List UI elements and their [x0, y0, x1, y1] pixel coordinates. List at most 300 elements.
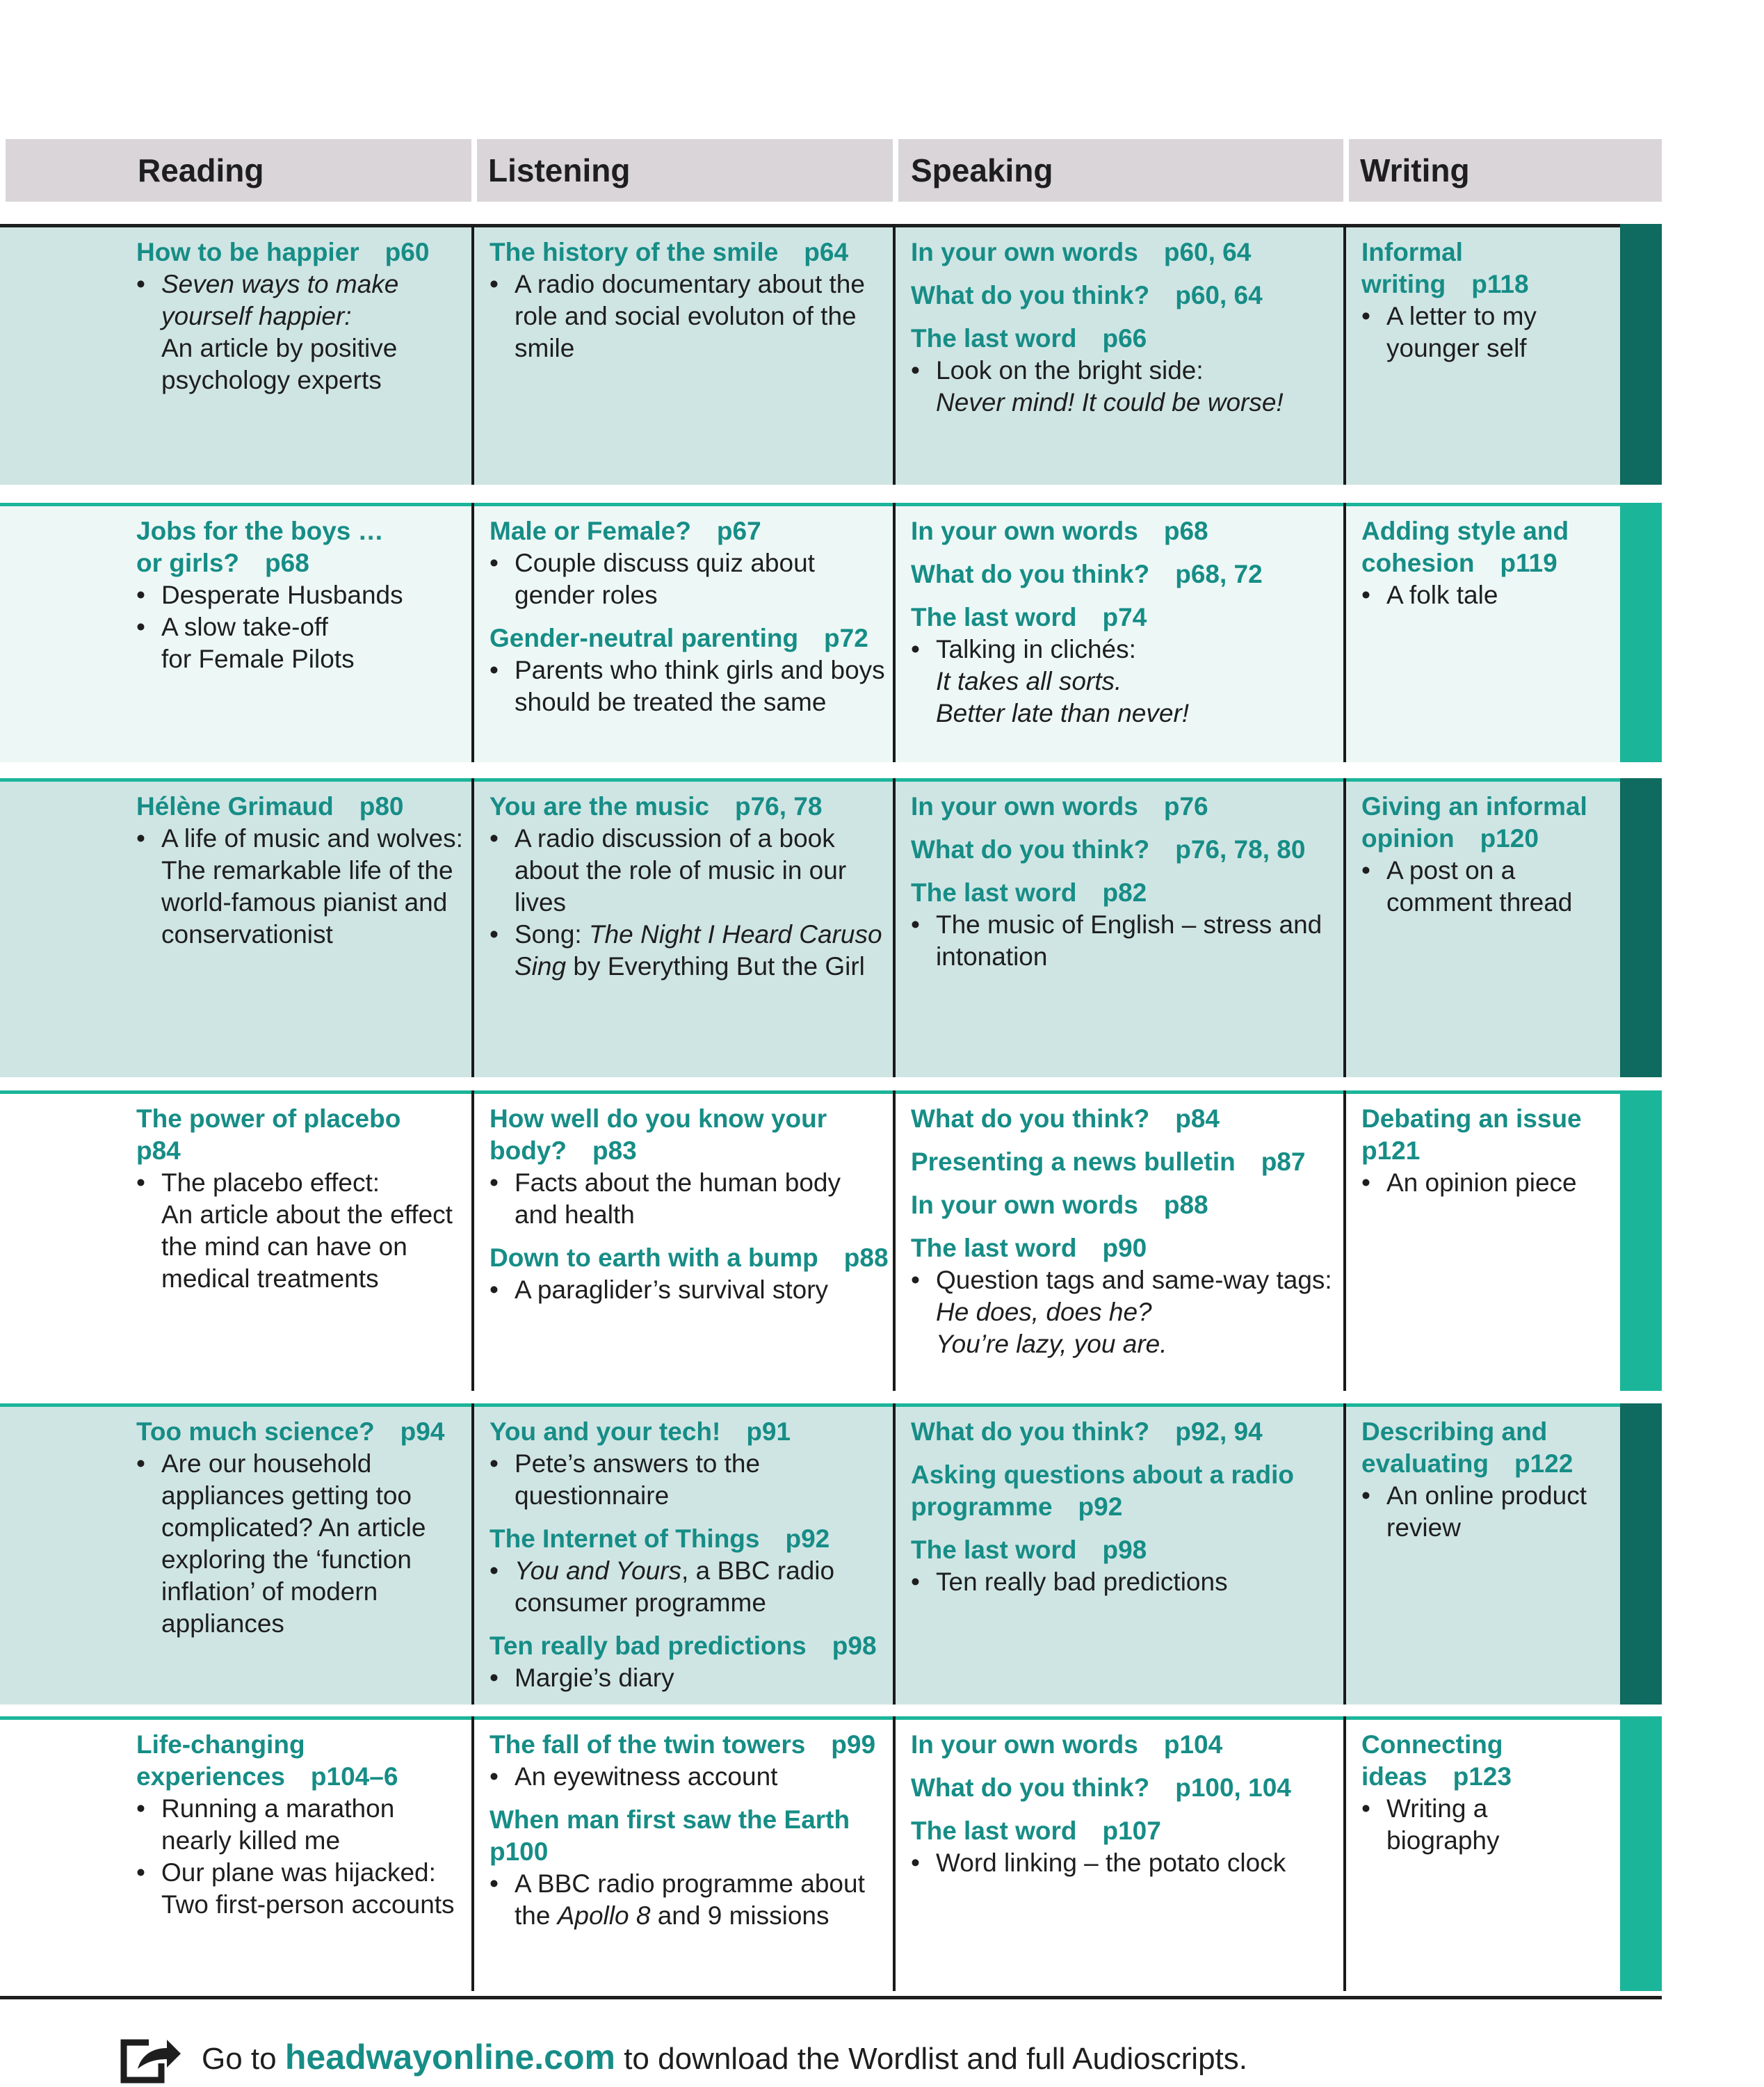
text-segment: The Night I Heard Caruso — [588, 920, 882, 949]
text-segment: Too much science? p94 — [136, 1417, 445, 1446]
topic-title — [911, 1416, 1342, 1448]
row-top-rule — [0, 1090, 1662, 1094]
footer-text-before: Go to — [202, 2042, 285, 2076]
item-text — [489, 300, 893, 332]
listening-cell — [489, 1416, 893, 1694]
topic-title — [911, 1232, 1342, 1264]
listening-cell — [489, 515, 893, 718]
text-segment: yourself happier: — [161, 302, 352, 330]
text-segment: The Internet of Things p92 — [489, 1524, 830, 1553]
bullet-item — [489, 823, 893, 855]
bullet-item — [911, 1847, 1342, 1879]
header-speaking — [898, 139, 1343, 202]
unit-row — [0, 503, 1662, 762]
text-segment: The music of English – stress and — [936, 910, 1322, 939]
column-divider — [471, 1716, 474, 1991]
item-text — [136, 1263, 470, 1295]
text-segment: You and Yours — [515, 1556, 682, 1585]
column-divider — [1343, 1090, 1346, 1391]
item-text — [489, 855, 893, 887]
topic-title — [489, 236, 893, 268]
bullet-item — [489, 1448, 893, 1480]
topic-title — [911, 1189, 1342, 1221]
text-segment: Down to earth with a bump p88 — [489, 1243, 889, 1272]
speaking-cell — [911, 791, 1342, 973]
topic-title — [136, 547, 470, 579]
text-segment: Describing and — [1361, 1417, 1548, 1446]
text-segment: Gender-neutral parenting p72 — [489, 624, 868, 652]
item-text — [1361, 1825, 1619, 1857]
bullet-item — [136, 268, 470, 300]
item-text — [911, 698, 1342, 730]
text-segment: review — [1386, 1513, 1461, 1542]
speaking-cell — [911, 1103, 1342, 1360]
footer-text-after: to download the Wordlist and full Audioscripts. — [615, 2042, 1247, 2076]
bullet-item — [489, 268, 893, 300]
item-text — [136, 887, 470, 919]
text-segment: world-famous pianist and — [161, 888, 448, 917]
text-segment: A slow take-off — [161, 613, 328, 641]
speaking-cell — [911, 515, 1342, 730]
text-segment: or girls? p68 — [136, 549, 309, 577]
item-text — [1361, 332, 1619, 364]
text-segment: An article by positive — [161, 334, 398, 362]
item-text — [136, 1512, 470, 1544]
text-segment: Giving an informal — [1361, 792, 1587, 821]
unit-row — [0, 224, 1662, 485]
text-segment: Couple discuss quiz about — [515, 549, 815, 577]
column-divider — [1343, 224, 1346, 485]
item-text — [489, 332, 893, 364]
bullet-item — [1361, 1167, 1619, 1199]
topic-title — [1361, 1416, 1619, 1448]
topic-title — [1361, 823, 1619, 855]
reading-cell — [136, 1103, 470, 1295]
item-text — [911, 387, 1342, 419]
topic-title — [911, 834, 1342, 866]
text-segment: Asking questions about a radio — [911, 1460, 1294, 1489]
item-text — [911, 941, 1342, 973]
topic-title — [1361, 236, 1619, 268]
text-segment: Pete’s answers to the — [515, 1449, 761, 1478]
topic-title — [136, 515, 470, 547]
text-segment: Male or Female? p67 — [489, 517, 761, 545]
text-segment: appliances — [161, 1609, 284, 1638]
header-label: Listening — [488, 152, 631, 188]
writing-cell — [1361, 1416, 1619, 1544]
bullet-item — [911, 909, 1342, 941]
export-arrow-icon — [118, 2036, 182, 2086]
text-segment: cohesion p119 — [1361, 549, 1557, 577]
topic-title — [911, 1729, 1342, 1761]
unit-row — [0, 778, 1662, 1077]
text-segment: writing p118 — [1361, 270, 1529, 298]
text-segment: Two first-person accounts — [161, 1890, 455, 1919]
text-segment: How to be happier p60 — [136, 238, 430, 266]
text-segment: The fall of the twin towers p99 — [489, 1730, 876, 1759]
topic-title — [489, 515, 893, 547]
item-text — [136, 919, 470, 951]
text-segment: He does, does he? — [936, 1298, 1152, 1326]
column-divider — [893, 224, 896, 485]
unit-row — [0, 1090, 1662, 1391]
bullet-item — [489, 1868, 893, 1900]
speaking-cell — [911, 236, 1342, 419]
header-listening — [477, 139, 893, 202]
text-segment: What do you think? p84 — [911, 1104, 1220, 1133]
item-text — [911, 1296, 1342, 1328]
bullet-item — [489, 1167, 893, 1199]
text-segment: Seven ways to make — [161, 270, 399, 298]
topic-title — [911, 1534, 1342, 1566]
item-text — [911, 666, 1342, 698]
text-segment: A radio documentary about the — [515, 270, 865, 298]
bullet-item — [489, 1555, 893, 1587]
header-label: Speaking — [911, 152, 1053, 188]
topic-title — [911, 323, 1342, 355]
text-segment: An opinion piece — [1386, 1168, 1577, 1197]
text-segment: Facts about the human body — [515, 1168, 841, 1197]
text-segment: , a BBC radio — [681, 1556, 835, 1585]
speaking-cell — [911, 1416, 1342, 1598]
text-segment: inflation’ of modern — [161, 1577, 378, 1606]
text-segment: ideas p123 — [1361, 1762, 1512, 1791]
writing-cell — [1361, 236, 1619, 364]
column-divider — [1343, 1403, 1346, 1705]
topic-title — [1361, 1135, 1619, 1167]
bullet-item — [1361, 1793, 1619, 1825]
topic-title — [489, 1135, 893, 1167]
topic-title — [136, 236, 470, 268]
text-segment: An article about the effect — [161, 1200, 453, 1229]
topic-title — [911, 1772, 1342, 1804]
topic-title — [911, 558, 1342, 590]
column-divider — [471, 224, 474, 485]
item-text — [136, 855, 470, 887]
bullet-item — [1361, 300, 1619, 332]
bullet-item — [489, 654, 893, 686]
column-divider — [471, 1090, 474, 1391]
text-segment: The last word p98 — [911, 1536, 1147, 1564]
text-segment: smile — [515, 334, 575, 362]
reading-cell — [136, 1729, 470, 1921]
writing-cell — [1361, 515, 1619, 611]
text-segment: The last word p66 — [911, 324, 1147, 353]
topic-title — [1361, 515, 1619, 547]
text-segment: the mind can have on — [161, 1232, 407, 1261]
text-segment: A letter to my — [1386, 302, 1537, 330]
text-segment: In your own words p88 — [911, 1191, 1208, 1219]
unit-row — [0, 1716, 1662, 1991]
text-segment: Our plane was hijacked: — [161, 1858, 436, 1887]
topic-title — [136, 1103, 470, 1167]
reading-cell — [136, 515, 470, 675]
text-segment: questionnaire — [515, 1481, 670, 1510]
topic-title — [911, 1491, 1342, 1523]
topic-title — [489, 1103, 893, 1135]
text-segment: should be treated the same — [515, 688, 827, 716]
text-segment: Informal — [1361, 238, 1463, 266]
item-text — [489, 1587, 893, 1619]
footer-link[interactable]: headwayonline.com — [284, 2038, 615, 2077]
text-segment: Hélène Grimaud p80 — [136, 792, 404, 821]
item-text — [136, 1825, 470, 1857]
text-segment: A folk tale — [1386, 581, 1498, 609]
text-segment: the — [515, 1901, 558, 1930]
text-segment: Are our household — [161, 1449, 372, 1478]
writing-cell — [1361, 1729, 1619, 1857]
item-text — [136, 364, 470, 396]
topic-title — [911, 1459, 1342, 1491]
reading-cell — [136, 1416, 470, 1640]
bullet-item — [911, 1566, 1342, 1598]
unit-tab — [1620, 778, 1662, 1077]
item-text — [136, 1889, 470, 1921]
text-segment: Ten really bad predictions — [936, 1568, 1228, 1596]
bullet-item — [489, 1274, 893, 1306]
text-segment: evaluating p122 — [1361, 1449, 1573, 1478]
header-label: Writing — [1360, 152, 1470, 188]
text-segment: In your own words p104 — [911, 1730, 1223, 1759]
text-segment: Writing a — [1386, 1794, 1488, 1823]
item-text — [136, 1231, 470, 1263]
writing-cell — [1361, 1103, 1619, 1199]
text-segment: exploring the ‘function — [161, 1545, 412, 1574]
text-segment: Sing — [515, 952, 567, 981]
row-top-rule — [0, 778, 1662, 782]
topic-title — [1361, 791, 1619, 823]
row-top-rule — [0, 503, 1662, 506]
text-segment: Apollo 8 — [557, 1901, 651, 1930]
row-top-rule — [0, 224, 1662, 227]
text-segment: body? p83 — [489, 1136, 637, 1165]
topic-title — [1361, 547, 1619, 579]
item-text — [489, 1199, 893, 1231]
bullet-item — [1361, 1480, 1619, 1512]
item-text — [1361, 1512, 1619, 1544]
text-segment: experiences p104–6 — [136, 1762, 398, 1791]
row-top-rule — [0, 1403, 1662, 1407]
text-segment: consumer programme — [515, 1588, 766, 1617]
text-segment: A BBC radio programme about — [515, 1869, 865, 1898]
text-segment: and health — [515, 1200, 635, 1229]
text-segment: Presenting a news bulletin p87 — [911, 1147, 1306, 1176]
bullet-item — [136, 579, 470, 611]
listening-cell — [489, 1729, 893, 1932]
topic-title — [489, 1523, 893, 1555]
bullet-item — [489, 1761, 893, 1793]
text-segment: In your own words p68 — [911, 517, 1208, 545]
topic-title — [489, 622, 893, 654]
item-text — [136, 1608, 470, 1640]
text-segment: Talking in clichés: — [936, 635, 1136, 663]
column-divider — [471, 503, 474, 762]
text-segment: What do you think? p68, 72 — [911, 560, 1263, 588]
text-segment: You are the music p76, 78 — [489, 792, 823, 821]
text-segment: It takes all sorts. — [936, 667, 1122, 695]
item-text — [136, 300, 470, 332]
bullet-item — [1361, 855, 1619, 887]
row-top-rule — [0, 1716, 1662, 1720]
text-segment: Running a marathon — [161, 1794, 395, 1823]
topic-title — [136, 1729, 470, 1761]
listening-cell — [489, 791, 893, 983]
topic-title — [911, 1146, 1342, 1178]
text-segment: What do you think? p60, 64 — [911, 281, 1263, 309]
bullet-item — [911, 1264, 1342, 1296]
text-segment: A post on a — [1386, 856, 1516, 885]
bullet-item — [489, 919, 893, 951]
text-segment: What do you think? p76, 78, 80 — [911, 835, 1306, 864]
item-text — [136, 1544, 470, 1576]
bullet-item — [136, 1793, 470, 1825]
topic-title — [489, 1630, 893, 1662]
item-text — [489, 951, 893, 983]
header-writing — [1349, 139, 1662, 202]
column-divider — [893, 1090, 896, 1391]
bullet-item — [136, 1167, 470, 1199]
header-label: Reading — [138, 152, 264, 188]
reading-cell — [136, 236, 470, 396]
text-segment: role and social evoluton of the — [515, 302, 857, 330]
text-segment: Margie’s diary — [515, 1663, 674, 1692]
text-segment: opinion p120 — [1361, 824, 1539, 853]
listening-cell — [489, 1103, 893, 1306]
topic-title — [489, 1804, 893, 1836]
text-segment: A life of music and wolves: — [161, 824, 463, 853]
topic-title — [489, 791, 893, 823]
topic-title — [136, 1761, 470, 1793]
item-text — [136, 643, 470, 675]
text-segment: The last word p90 — [911, 1234, 1147, 1262]
text-segment: psychology experts — [161, 366, 382, 394]
text-segment: Life-changing — [136, 1730, 305, 1759]
item-text — [489, 579, 893, 611]
text-segment: Desperate Husbands — [161, 581, 403, 609]
bullet-item — [136, 823, 470, 855]
bullet-item — [136, 611, 470, 643]
topic-title — [1361, 1761, 1619, 1793]
topic-title — [911, 1815, 1342, 1847]
text-segment: The power of placebo p84 — [136, 1104, 427, 1165]
bullet-item — [911, 634, 1342, 666]
column-divider — [1343, 503, 1346, 762]
topic-title — [1361, 1448, 1619, 1480]
topic-title — [489, 1729, 893, 1761]
topic-title — [911, 877, 1342, 909]
text-segment: younger self — [1386, 334, 1527, 362]
topic-title — [1361, 1103, 1619, 1135]
topic-title — [1361, 268, 1619, 300]
text-segment: Question tags and same-way tags: — [936, 1266, 1332, 1294]
text-segment: Parents who think girls and boys — [515, 656, 885, 684]
reading-cell — [136, 791, 470, 951]
text-segment: The last word p107 — [911, 1816, 1161, 1845]
unit-row — [0, 1403, 1662, 1705]
text-segment: p100 — [489, 1837, 549, 1866]
text-segment: An eyewitness account — [515, 1762, 778, 1791]
writing-cell — [1361, 791, 1619, 919]
text-segment: p121 — [1361, 1136, 1421, 1165]
column-divider — [1343, 778, 1346, 1077]
column-divider — [1343, 1716, 1346, 1991]
text-segment: Look on the bright side: — [936, 356, 1204, 385]
text-segment: An online product — [1386, 1481, 1587, 1510]
topic-title — [489, 1836, 893, 1868]
item-text — [489, 1900, 893, 1932]
column-divider — [893, 1716, 896, 1991]
bullet-item — [136, 1857, 470, 1889]
text-segment: Ten really bad predictions p98 — [489, 1631, 877, 1660]
text-segment: When man first saw the Earth — [489, 1805, 850, 1834]
bullet-item — [1361, 579, 1619, 611]
column-divider — [893, 778, 896, 1077]
item-text — [489, 1480, 893, 1512]
topic-title — [1361, 1729, 1619, 1761]
listening-cell — [489, 236, 893, 364]
header-reading — [6, 139, 471, 202]
topic-title — [911, 280, 1342, 312]
text-segment: gender roles — [515, 581, 658, 609]
column-divider — [471, 1403, 474, 1705]
text-segment: by Everything But the Girl — [566, 952, 865, 981]
item-text — [136, 1199, 470, 1231]
bullet-item — [489, 547, 893, 579]
text-segment: comment thread — [1386, 888, 1573, 917]
topic-title — [911, 791, 1342, 823]
text-segment: Jobs for the boys … — [136, 517, 384, 545]
unit-tab — [1620, 503, 1662, 762]
unit-tab — [1620, 224, 1662, 485]
item-text — [911, 1328, 1342, 1360]
text-segment: How well do you know your — [489, 1104, 827, 1133]
bullet-item — [489, 1662, 893, 1694]
column-divider — [893, 503, 896, 762]
text-segment: What do you think? p100, 104 — [911, 1773, 1291, 1802]
bullet-item — [911, 355, 1342, 387]
text-segment: Song: — [515, 920, 589, 949]
topic-title — [911, 1103, 1342, 1135]
topic-title — [136, 1416, 470, 1448]
topic-title — [489, 1242, 893, 1274]
text-segment: The last word p82 — [911, 878, 1147, 907]
text-segment: nearly killed me — [161, 1826, 341, 1855]
item-text — [136, 1576, 470, 1608]
item-text — [136, 332, 470, 364]
text-segment: lives — [515, 888, 567, 917]
text-segment: and 9 missions — [650, 1901, 830, 1930]
text-segment: Better late than never! — [936, 699, 1190, 727]
text-segment: You and your tech! p91 — [489, 1417, 791, 1446]
text-segment: medical treatments — [161, 1264, 379, 1293]
item-text — [489, 686, 893, 718]
text-segment: programme p92 — [911, 1492, 1123, 1521]
text-segment: The history of the smile p64 — [489, 238, 849, 266]
column-divider — [893, 1403, 896, 1705]
text-segment: A radio discussion of a book — [515, 824, 835, 853]
text-segment: biography — [1386, 1826, 1500, 1855]
text-segment: In your own words p76 — [911, 792, 1208, 821]
text-segment: for Female Pilots — [161, 645, 355, 673]
text-segment: about the role of music in our — [515, 856, 847, 885]
text-segment: intonation — [936, 942, 1048, 971]
column-divider — [471, 778, 474, 1077]
text-segment: The last word p74 — [911, 603, 1147, 631]
text-segment: You’re lazy, you are. — [936, 1330, 1167, 1358]
item-text — [1361, 887, 1619, 919]
text-segment: Connecting — [1361, 1730, 1503, 1759]
topic-title — [489, 1416, 893, 1448]
